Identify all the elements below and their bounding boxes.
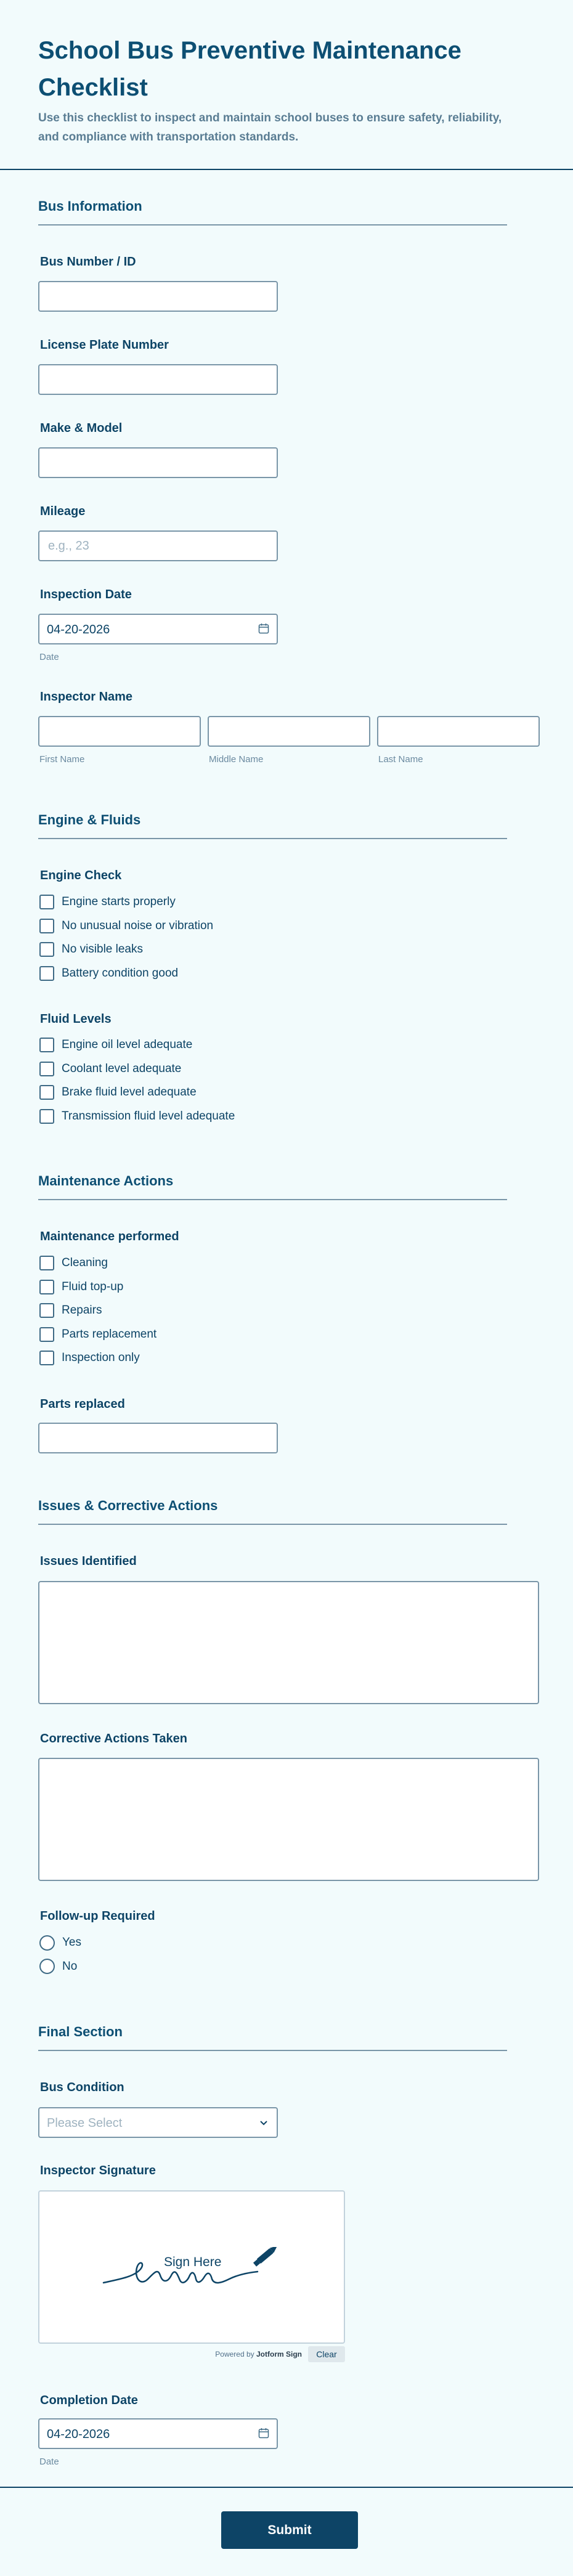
fluid-levels-label: Fluid Levels [40,1012,112,1026]
fluid-levels-group [38,1033,235,1128]
completion-date-value: 04-20-2026 [47,2428,110,2441]
section-title: Engine & Fluids [38,812,507,839]
corrective-actions-textarea[interactable] [38,1758,539,1881]
section-title: Bus Information [38,198,507,226]
checkbox[interactable] [39,1109,54,1124]
checkbox-option[interactable] [38,1105,235,1129]
checkbox-option[interactable] [38,890,213,914]
section-final [0,2024,573,2051]
make-model-label: Make & Model [40,421,123,435]
powered-prefix: Powered by [215,2350,254,2359]
checkbox-option[interactable] [38,962,213,986]
license-plate-label: License Plate Number [40,338,169,352]
inspection-date-input[interactable] [38,614,278,644]
checkbox-option[interactable] [38,1033,235,1057]
checkbox-option[interactable] [38,1299,156,1323]
bus-number-input[interactable] [38,281,278,312]
followup-label: Follow-up Required [40,1909,155,1923]
section-issues-corrective [0,1498,573,1525]
calendar-icon[interactable] [258,2428,269,2439]
checkbox[interactable] [39,1038,54,1052]
checkbox-label: Fluid top-up [62,1280,124,1293]
checkbox[interactable] [39,895,54,909]
parts-replaced-input[interactable] [38,1423,278,1453]
middle-name-sublabel: Middle Name [209,754,264,765]
chevron-down-icon [258,2118,269,2129]
checkbox-option[interactable] [38,1081,235,1105]
radio-button[interactable] [39,1959,55,1974]
checkbox[interactable] [39,1351,54,1365]
maintenance-performed-label: Maintenance performed [40,1230,179,1243]
checkbox-option[interactable] [38,1251,156,1275]
checkbox[interactable] [39,919,54,933]
checkbox-option[interactable] [38,914,213,938]
sign-here-text: Sign Here [164,2255,222,2269]
middle-name-input[interactable] [208,716,370,747]
powered-brand: Jotform Sign [256,2350,302,2359]
inspection-date-sublabel: Date [39,652,59,662]
corrective-actions-label: Corrective Actions Taken [40,1732,187,1745]
signature-scribble-icon [102,2247,281,2290]
form-title: School Bus Preventive Maintenance Checklist [38,37,461,101]
clear-signature-button[interactable]: Clear [308,2346,345,2362]
powered-by-text [215,2350,302,2359]
last-name-input[interactable] [377,716,540,747]
checkbox[interactable] [39,1062,54,1076]
issues-identified-textarea[interactable] [38,1581,539,1704]
section-title: Issues & Corrective Actions [38,1498,507,1525]
radio-button[interactable] [39,1935,55,1951]
signature-pad[interactable] [38,2190,345,2344]
checkbox-label: Engine starts properly [62,895,176,909]
license-plate-input[interactable] [38,364,278,395]
mileage-input[interactable] [38,530,278,561]
signature-footer [38,2344,345,2362]
radio-label: No [62,1959,78,1973]
checkbox[interactable] [39,942,54,957]
completion-date-input[interactable] [38,2418,278,2449]
checkbox-label: Engine oil level adequate [62,1038,193,1052]
maintenance-performed-group [38,1251,156,1370]
inspector-name-label: Inspector Name [40,690,133,704]
first-name-input[interactable] [38,716,201,747]
section-engine-fluids [0,812,573,839]
form-description: Use this checklist to inspect and maintain school buses to ensure safety, reliability, and compliance with transportation standards. [38,112,502,144]
checkbox-label: Coolant level adequate [62,1062,182,1075]
checkbox-label: Transmission fluid level adequate [62,1109,235,1123]
section-title: Final Section [38,2024,507,2051]
checkbox-label: Parts replacement [62,1327,157,1341]
checkbox-label: Inspection only [62,1351,140,1365]
bus-number-label: Bus Number / ID [40,255,136,269]
completion-date-sublabel: Date [39,2456,59,2467]
bus-condition-placeholder: Please Select [47,2116,123,2130]
checkbox-label: Brake fluid level adequate [62,1086,197,1099]
inspector-signature-label: Inspector Signature [40,2164,156,2177]
bus-condition-label: Bus Condition [40,2081,124,2094]
checkbox-option[interactable] [38,1346,156,1370]
inspection-date-label: Inspection Date [40,588,132,601]
inspection-date-value: 04-20-2026 [47,623,110,636]
section-title: Maintenance Actions [38,1173,507,1200]
first-name-sublabel: First Name [39,754,85,765]
calendar-icon[interactable] [258,623,269,634]
bus-condition-select[interactable] [38,2107,278,2138]
checkbox-option[interactable] [38,1323,156,1347]
checkbox-label: Battery condition good [62,966,179,980]
checkbox-label: No visible leaks [62,943,143,956]
mileage-label: Mileage [40,505,86,518]
checkbox[interactable] [39,1327,54,1342]
checkbox-label: No unusual noise or vibration [62,919,214,932]
form-header [0,0,573,170]
checkbox-option[interactable] [38,938,213,962]
issues-identified-label: Issues Identified [40,1554,137,1568]
parts-replaced-label: Parts replaced [40,1397,125,1411]
checkbox[interactable] [39,966,54,981]
make-model-input[interactable] [38,447,278,478]
engine-check-group [38,890,213,985]
checkbox[interactable] [39,1280,54,1294]
followup-radio-group [38,1931,81,1978]
checkbox-label: Cleaning [62,1256,108,1270]
checkbox-option[interactable] [38,1057,235,1081]
section-bus-information [0,198,573,226]
checkbox[interactable] [39,1256,54,1270]
checkbox-label: Repairs [62,1304,102,1317]
radio-option-yes[interactable] [38,1931,81,1955]
radio-label: Yes [62,1936,81,1949]
section-maintenance-actions [0,1173,573,1200]
submit-button[interactable]: Submit [221,2511,358,2549]
checkbox[interactable] [39,1085,54,1100]
engine-check-label: Engine Check [40,869,122,882]
completion-date-label: Completion Date [40,2394,138,2407]
form-footer [0,2487,573,2576]
checkbox[interactable] [39,1303,54,1318]
checkbox-option[interactable] [38,1275,156,1299]
last-name-sublabel: Last Name [378,754,423,765]
radio-option-no[interactable] [38,1955,81,1979]
